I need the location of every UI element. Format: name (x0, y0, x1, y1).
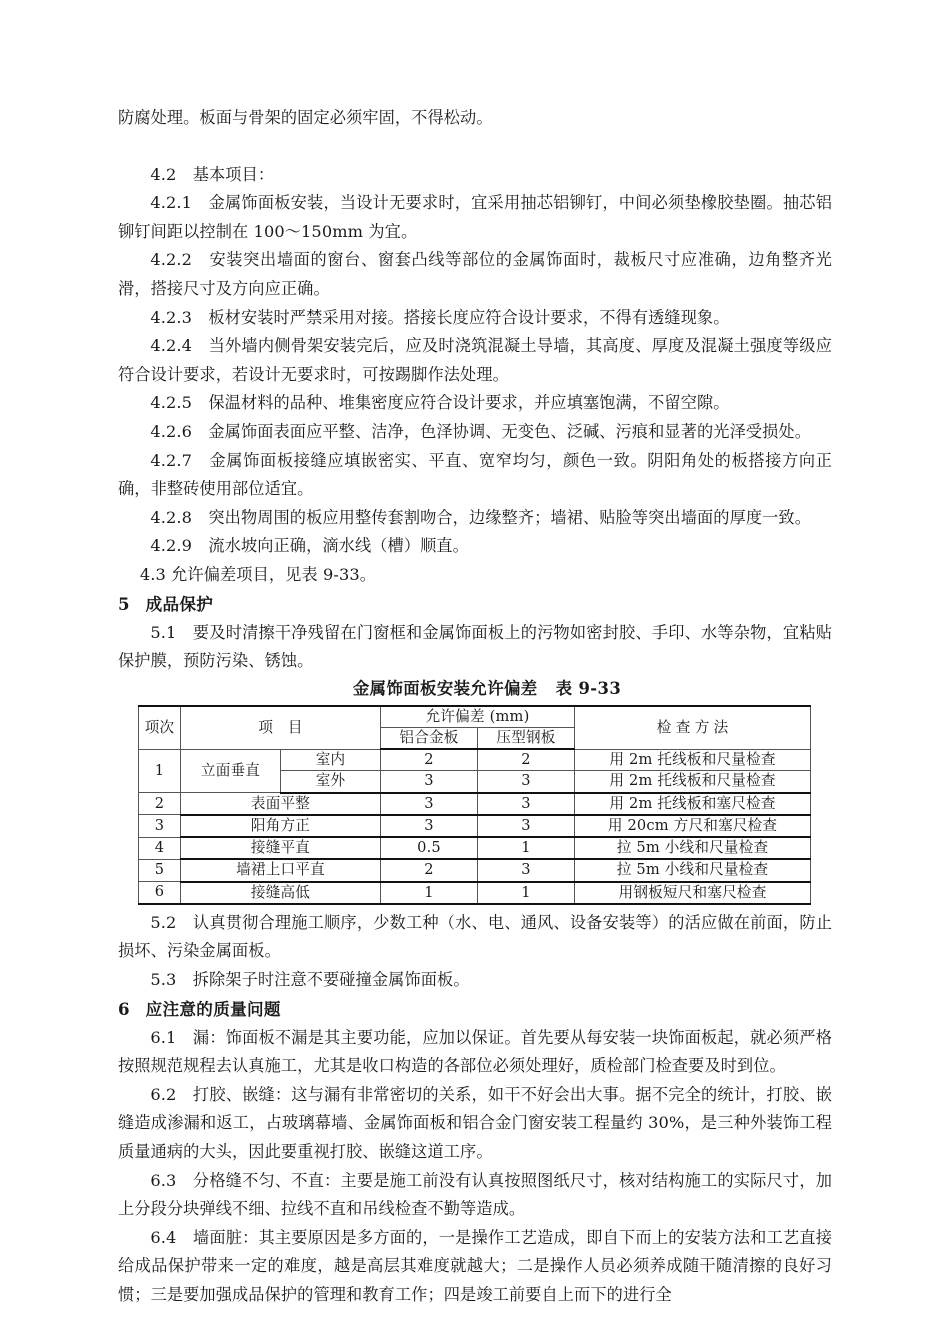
table-head (139, 706, 811, 749)
th-tolerance-steel: 压型钢板 (478, 727, 575, 749)
paragraph-6-2: 6.2 打胶、嵌缝：这与漏有非常密切的关系，如干不好会出大事。据不完全的统计，打胶、嵌缝造成渗漏和返工，占玻璃幕墙、金属饰面板和铝合金门窗安装工程量约 30%，是三种外装饰工程质量通病的大头，因此要重视打胶、嵌缝这道工序。 (118, 1084, 832, 1161)
table-row (139, 882, 811, 904)
paragraph-4-2-4: 4.2.4 当外墙内侧骨架安装完后，应及时浇筑混凝土导墙，其高度、厚度及混凝土强度等级应符合设计要求，若设计无要求时，可按踢脚作法处理。 (118, 336, 832, 384)
cell-item-no: 4 (139, 837, 181, 859)
cell-method: 用 2m 托线板和塞尺检查 (575, 793, 811, 815)
table-header-row-1 (139, 706, 811, 728)
cell-method: 用 2m 托线板和尺量检查 (575, 771, 811, 793)
cell-steel: 3 (478, 859, 575, 881)
th-tolerance-group: 允许偏差 (mm) (381, 706, 575, 728)
cell-method: 拉 5m 小线和尺量检查 (575, 859, 811, 881)
tolerance-table (138, 705, 811, 905)
cell-sub-item: 室内 (281, 749, 381, 771)
table-row (139, 815, 811, 837)
table-caption-number: 表 9-33 (555, 678, 622, 698)
section-number-5: 5 (118, 593, 130, 614)
paragraph-4-2-3: 4.2.3 板材安装时严禁采用对接。搭接长度应符合设计要求，不得有透缝现象。 (150, 307, 730, 327)
table-body (139, 749, 811, 904)
paragraph-4-2-6: 4.2.6 金属饰面表面应平整、洁净，色泽协调、无变色、泛碱、污痕和显著的光泽受损处。 (150, 421, 812, 441)
page-content (118, 104, 832, 1310)
th-item-no: 项次 (139, 706, 181, 749)
cell-method: 用 2m 托线板和尺量检查 (575, 749, 811, 771)
cell-method: 拉 5m 小线和尺量检查 (575, 837, 811, 859)
cell-aluminum: 3 (381, 771, 478, 793)
cell-item-no: 5 (139, 859, 181, 881)
cell-aluminum: 2 (381, 859, 478, 881)
cell-item: 表面平整 (181, 793, 381, 815)
section-title-5: 成品保护 (145, 594, 214, 614)
cell-aluminum: 3 (381, 815, 478, 837)
paragraph-4-2-8: 4.2.8 突出物周围的板应用整传套割吻合，边缘整齐；墙裙、贴脸等突出墙面的厚度一致。 (150, 507, 812, 527)
cell-item: 接缝平直 (181, 837, 381, 859)
paragraph-6-4: 6.4 墙面脏：其主要原因是多方面的，一是操作工艺造成，即自下而上的安装方法和工艺直接给成品保护带来一定的难度，越是高层其难度就越大；二是操作人员必须养成随干随清擦的良好习惯；三是要加强成品保护的管理和教育工作；四是竣工前要自上而下的进行全 (118, 1227, 832, 1304)
cell-aluminum: 3 (381, 793, 478, 815)
paragraph-4-2-1: 4.2.1 金属饰面板安装，当设计无要求时，宜采用抽芯铝铆钉，中间必须垫橡胶垫圈。抽芯铝铆钉间距以控制在 100～150mm 为宜。 (118, 193, 832, 241)
cell-aluminum: 0.5 (381, 837, 478, 859)
cell-item-no: 2 (139, 793, 181, 815)
cell-aluminum: 1 (381, 882, 478, 904)
table-row (139, 837, 811, 859)
section-heading-5 (118, 590, 832, 619)
paragraph-4-2-7: 4.2.7 金属饰面板接缝应填嵌密实、平直、宽窄均匀，颜色一致。阴阳角处的板搭接方向正确，非整砖使用部位适宜。 (118, 450, 832, 499)
section-heading-6 (118, 995, 832, 1024)
section-title-6: 应注意的质量问题 (145, 999, 281, 1019)
cell-item: 阳角方正 (181, 815, 381, 837)
section-number-6: 6 (118, 998, 130, 1019)
table-row (139, 793, 811, 815)
paragraph-5-2: 5.2 认真贯彻合理施工顺序，少数工种（水、电、通风、设备安装等）的活应做在前面，防止损坏、污染金属面板。 (118, 912, 832, 961)
paragraph-spacer (118, 133, 832, 161)
paragraph-5-1: 5.1 要及时清擦干净残留在门窗框和金属饰面板上的污物如密封胶、手印、水等杂物，宜粘贴保护膜，预防污染、锈蚀。 (118, 622, 832, 671)
paragraph-4-2-2: 4.2.2 安装突出墙面的窗台、窗套凸线等部位的金属饰面时，裁板尺寸应准确，边角整齐光滑，搭接尺寸及方向应正确。 (118, 250, 832, 298)
cell-item-no: 3 (139, 815, 181, 837)
cell-item-no: 1 (139, 749, 181, 792)
cell-aluminum: 2 (381, 749, 478, 771)
cell-sub-item: 室外 (281, 771, 381, 793)
cell-steel: 3 (478, 793, 575, 815)
paragraph-6-1: 6.1 漏：饰面板不漏是其主要功能，应加以保证。首先要从每安装一块饰面板起，就必须严格按照规范规程去认真施工，尤其是收口构造的各部位必须处理好，质检部门检查要及时到位。 (118, 1027, 832, 1076)
cell-item: 墙裙上口平直 (181, 859, 381, 881)
paragraph-intro: 防腐处理。板面与骨架的固定必须牢固，不得松动。 (118, 108, 493, 127)
paragraph-4-2-5: 4.2.5 保温材料的品种、堆集密度应符合设计要求，并应填塞饱满，不留空隙。 (150, 393, 730, 413)
th-tolerance-aluminum: 铝合金板 (381, 727, 478, 749)
cell-item: 接缝高低 (181, 882, 381, 904)
cell-method: 用 20cm 方尺和塞尺检查 (575, 815, 811, 837)
cell-item-no: 6 (139, 882, 181, 904)
cell-method: 用钢板短尺和塞尺检查 (575, 882, 811, 904)
paragraph-6-3: 6.3 分格缝不匀、不直：主要是施工前没有认真按照图纸尺寸，核对结构施工的实际尺寸，加上分段分块弹线不细、拉线不直和吊线检查不勤等造成。 (118, 1170, 832, 1219)
cell-steel: 2 (478, 749, 575, 771)
cell-steel: 3 (478, 771, 575, 793)
paragraph-5-3: 5.3 拆除架子时注意不要碰撞金属饰面板。 (150, 969, 470, 989)
th-method: 检查方法 (575, 706, 811, 749)
cell-steel: 1 (478, 882, 575, 904)
table-caption-text: 金属饰面板安装允许偏差 (352, 678, 538, 698)
table-caption (118, 676, 832, 702)
table-row (139, 859, 811, 881)
cell-steel: 3 (478, 815, 575, 837)
table-container (138, 705, 810, 905)
paragraph-4-3: 4.3 允许偏差项目，见表 9-33。 (139, 564, 377, 584)
paragraph-4-2: 4.2 基本项目： (150, 164, 275, 184)
table-row (139, 749, 811, 771)
cell-item: 立面垂直 (181, 749, 281, 792)
cell-steel: 1 (478, 837, 575, 859)
paragraph-4-2-9: 4.2.9 流水坡向正确，滴水线（槽）顺直。 (150, 536, 469, 556)
th-item: 项 目 (181, 706, 381, 749)
